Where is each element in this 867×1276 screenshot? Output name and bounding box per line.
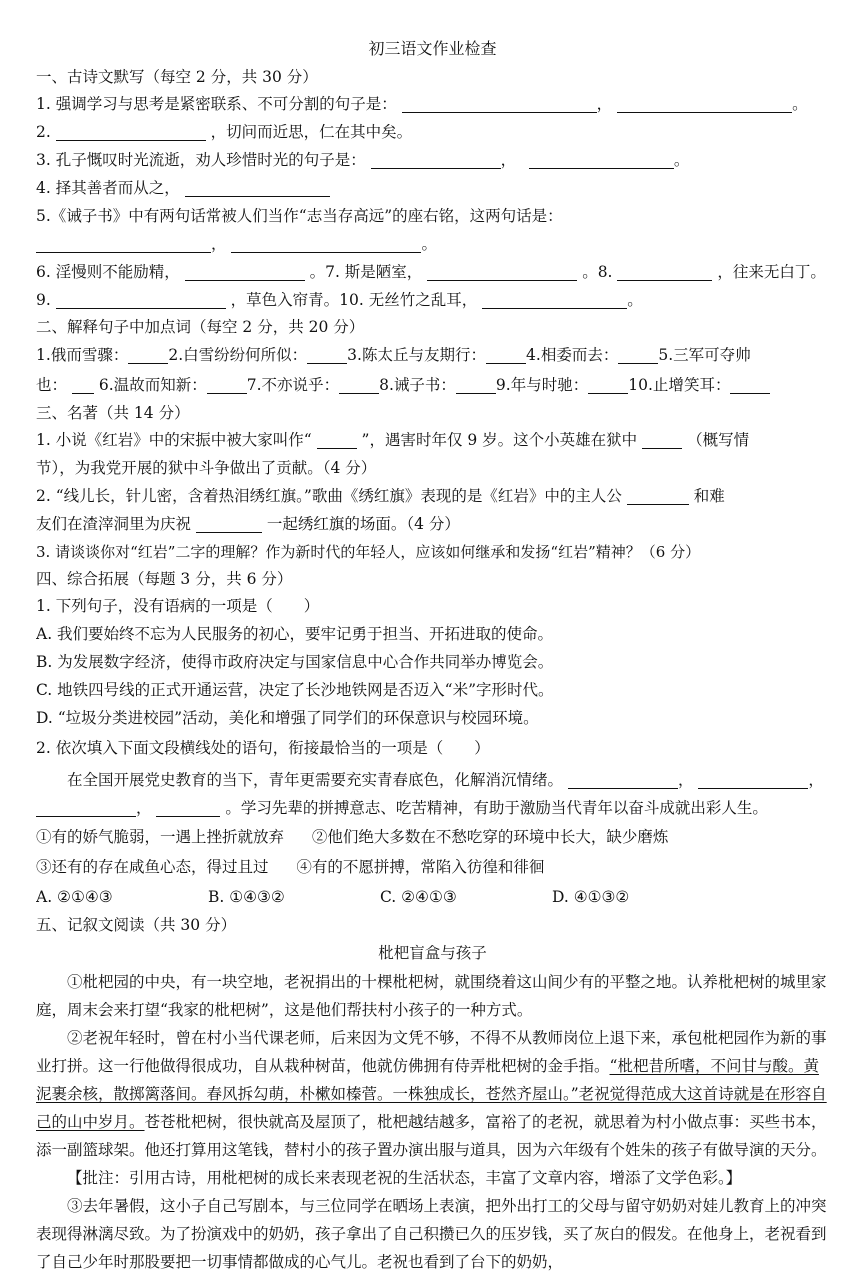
vocab-item: [347, 346, 486, 364]
vocab-n: 9.: [495, 376, 511, 394]
s2-row-2: [36, 370, 829, 400]
answer-blank[interactable]: [128, 345, 168, 364]
s4-q2: 2. 依次填入下面文段横线处的语句，衔接最恰当的一项是（ ）: [36, 739, 490, 757]
dotted-word: 委: [556, 340, 572, 370]
answer-blank[interactable]: [730, 375, 770, 394]
answer-blank[interactable]: [402, 94, 597, 113]
vocab-post: 行：: [455, 346, 487, 364]
vocab-pre: 止增: [652, 376, 684, 394]
s3-q1-cont: 节），为我党开展的狱中斗争做出了贡献。（4 分）: [36, 459, 377, 477]
vocab-post: ：: [440, 376, 456, 394]
option-A: A. 我们要始终不忘为人民服务的初心，要牢记勇于担当、开拓进取的使命。: [36, 625, 554, 643]
reading-paragraph-2: [36, 1024, 829, 1164]
section-3-heading: 三、名著（共 14 分）: [36, 404, 190, 422]
answer-blank[interactable]: [588, 375, 628, 394]
annotation-note: 【批注：引用古诗，用枇杷树的成长来表现老祝的生活状态，丰富了文章内容，增添了文学色彩。】: [67, 1169, 742, 1187]
s1-q2: [36, 118, 829, 146]
p2-underlined-quote: “枇杷昔所嗜，不问甘与酸。黄泥裹余核，散掷篱落间。春风拆勾萌，朴樕如榛菅。一株独成长，苍然齐屋山。”老祝觉得范成大这首诗就是在形容自己的山中岁月。: [36, 1057, 827, 1131]
dotted-word: 驰: [557, 370, 573, 400]
answer-blank[interactable]: [36, 798, 136, 817]
answer-blank[interactable]: [231, 234, 421, 253]
s4-items-1: [36, 822, 829, 852]
answer-blank[interactable]: [371, 150, 501, 169]
answer-blank[interactable]: [185, 178, 330, 197]
s1-q2-num: 2.: [36, 123, 51, 141]
vocab-n: 7.: [246, 376, 262, 394]
vocab-item: [628, 376, 730, 394]
s3-q2-c: 友们在渣滓洞里为庆祝: [36, 515, 192, 533]
vocab-pre: 不亦: [261, 376, 293, 394]
vocab-item: [658, 346, 750, 364]
vocab-pre: 诫子: [393, 376, 425, 394]
vocab-pre: 相: [540, 346, 557, 364]
answer-blank[interactable]: [456, 375, 496, 394]
vocab-post: 乎：: [308, 376, 340, 394]
s1-q5-blanks: ， 。: [36, 230, 829, 258]
dotted-word: 说: [293, 370, 309, 400]
answer-blank[interactable]: [36, 234, 211, 253]
p2-text-b: 苍苍枇杷树，很快就高及屋顶了，枇杷越结越多，富裕了的老祝，就思着为村小做点事：买些书本，添一副篮球架。他还打算用这笔钱，替村小的孩子置办演出服与道具，因为六年级有个姓朱的孩子有做导演的天分。: [36, 1113, 827, 1159]
vocab-pre: 年与时: [510, 376, 558, 394]
dotted-word: 新: [176, 370, 192, 400]
vocab-post: 耳：: [699, 376, 731, 394]
option-B: B. 为发展数字经济，使得市政府决定与国家信息中心合作共同举办博览会。: [36, 653, 554, 671]
s1-q9-text: ，草色入帘青。10. 无丝竹之乱耳，: [230, 291, 478, 309]
s1-q9-num: 9.: [36, 291, 51, 309]
s1-q7-text: 。7. 斯是陋室，: [309, 263, 423, 281]
s2-row2-start: 也：: [36, 376, 68, 394]
answer-blank[interactable]: [627, 486, 689, 505]
option-C: C. 地铁四号线的正式开通运营，决定了长沙地铁网是否迈入“米”字形时代。: [36, 681, 554, 699]
s3-q2-a: 2. “线儿长，针儿密，含着热泪绣红旗。”歌曲《绣红旗》表现的是《红岩》中的主人公: [36, 487, 622, 505]
vocab-n: 10.: [628, 376, 653, 394]
s1-q1: 1. 强调学习与思考是紧密联系、不可分割的句子是： ， 。: [36, 95, 808, 113]
page-title: 初三语文作业检查: [368, 39, 497, 58]
answer-blank[interactable]: [56, 290, 226, 309]
answer-choice-A: A. ②①④③: [36, 888, 113, 906]
s4-q2-passage-text-2: 。学习先辈的拼搏意志、吃苦精神，有助于激励当代青年以奋斗成就出彩人生。: [225, 799, 768, 817]
s3-q2-d: 一起绣红旗的场面。（4 分）: [266, 515, 460, 533]
answer-blank[interactable]: [317, 430, 357, 449]
section-2-heading: 二、解释句子中加点词（每空 2 分，共 20 分）: [36, 318, 365, 336]
s3-q1-a: 1. 小说《红岩》中的宋振中被大家叫作“: [36, 431, 312, 449]
s4-q2-passage-text: 在全国开展党史教育的当下，青年更需要充实青春底色，化解消沉情绪。: [67, 771, 564, 789]
answer-blank[interactable]: [56, 122, 206, 141]
answer-blank[interactable]: [618, 345, 658, 364]
answer-blank[interactable]: [156, 798, 220, 817]
s1-q1-text: 1. 强调学习与思考是紧密联系、不可分割的句子是：: [36, 95, 397, 113]
s4-q1: 1. 下列句子，没有语病的一项是（ ）: [36, 597, 320, 615]
dotted-word: 书: [425, 370, 441, 400]
vocab-n: 2.: [168, 346, 184, 364]
vocab-post: 而雪骤：: [66, 346, 129, 364]
vocab-post: ：: [572, 376, 589, 394]
s1-q8-text: 。8.: [582, 263, 613, 281]
s4-q2-passage-cont: ， 。学习先辈的拼搏意志、吃苦精神，有助于激励当代青年以奋斗成就出彩人生。: [36, 794, 829, 822]
vocab-n: 6.: [98, 376, 114, 394]
answer-choice-D: D. ④①③②: [552, 888, 630, 906]
section-5-heading: 五、记叙文阅读（共 30 分）: [36, 916, 237, 934]
dotted-word: 何: [245, 340, 261, 370]
section-1-heading: 一、古诗文默写（每空 2 分，共 30 分）: [36, 68, 318, 86]
answer-blank[interactable]: [339, 375, 379, 394]
s4-q2-passage: 在全国开展党史教育的当下，青年更需要充实青春底色，化解消沉情绪。 ， ，: [67, 771, 824, 789]
s4-q1-options: [36, 620, 829, 732]
s3-q1: [36, 426, 829, 454]
vocab-pre: 白雪纷纷: [183, 346, 246, 364]
answer-blank[interactable]: [698, 770, 808, 789]
vocab-n: 3.: [347, 346, 362, 364]
answer-choice-B: B. ①④③②: [208, 888, 285, 906]
s3-q1-b: ”，遇害时年仅 9 岁。这个小英雄在狱中: [361, 431, 638, 449]
answer-blank[interactable]: [617, 94, 792, 113]
s1-q3: 3. 孔子慨叹时光流逝，劝人珍惜时光的句子是： ， 。: [36, 151, 690, 169]
vocab-n: 5.: [658, 346, 674, 364]
s4-item-4: ④有的不愿拼搏，常陷入彷徨和徘徊: [296, 858, 545, 876]
answer-blank[interactable]: [72, 375, 94, 394]
vocab-item: [247, 376, 339, 394]
s1-q2-text: ，切问而近思，仁在其中矣。: [210, 123, 413, 141]
s1-q3-text: 3. 孔子慨叹时光流逝，劝人珍惜时光的句子是：: [36, 151, 366, 169]
reading-title: 枇杷盲盒与孩子: [378, 944, 487, 962]
answer-blank[interactable]: [482, 290, 627, 309]
s3-q2-b: 和难: [693, 487, 725, 505]
answer-blank[interactable]: [196, 514, 262, 533]
option-D: D. “垃圾分类进校园”活动，美化和增强了同学们的环保意识与校园环境。: [36, 709, 539, 727]
s1-q6-8: [36, 258, 829, 286]
answer-blank[interactable]: [642, 430, 682, 449]
vocab-post: 所似：: [260, 346, 308, 364]
s3-q3: 3. 请谈谈你对“红岩”二字的理解？作为新时代的年轻人，应该如何继承和发扬“红岩”精神？（6 分）: [36, 543, 701, 561]
dotted-word: 俄: [51, 340, 67, 370]
vocab-pre: 温故而知: [113, 376, 176, 394]
vocab-post: 而去：: [571, 346, 619, 364]
reading-paragraph-1: ①枇杷园的中央，有一块空地，老祝捐出的十棵枇杷树，就围绕着这山间少有的平整之地。认养枇杷树的城里家庭，周末会来打望“我家的枇杷树”，这是他们帮扶村小孩子的一种方式。: [36, 973, 827, 1019]
s4-item-3: ③还有的存在咸鱼心态，得过且过: [36, 858, 269, 876]
s3-q2-cont: [36, 510, 829, 538]
answer-blank[interactable]: [185, 262, 305, 281]
s3-q1-c: （概写情: [687, 431, 750, 449]
answer-choice-C: C. ②④①③: [380, 888, 457, 906]
s1-q4: [36, 174, 829, 202]
s1-q4-text: 4. 择其善者而从之，: [36, 179, 180, 197]
s4-item-2: ②他们绝大多数在不愁吃穿的环境中长大，缺少磨炼: [311, 828, 669, 846]
vocab-item: [526, 346, 618, 364]
s3-q2: [36, 482, 829, 510]
answer-blank[interactable]: [207, 375, 247, 394]
dotted-word: 笑: [684, 370, 700, 400]
vocab-post: 帅: [735, 346, 751, 364]
vocab-item: [36, 346, 128, 364]
vocab-n: 4.: [526, 346, 541, 364]
s1-q8-post: ，往来无白丁。: [717, 263, 826, 281]
section-4-heading: 四、综合拓展（每题 3 分，共 6 分）: [36, 570, 293, 588]
vocab-n: 8.: [379, 376, 394, 394]
vocab-item: [168, 346, 307, 364]
s4-q2-answers: [36, 882, 829, 912]
s1-q9-10: 9. ，草色入帘青。10. 无丝竹之乱耳， 。: [36, 291, 643, 309]
answer-blank[interactable]: [617, 262, 712, 281]
answer-blank[interactable]: [427, 262, 577, 281]
s2-row-1: [36, 340, 829, 370]
s4-item-1: ①有的娇气脆弱，一遇上挫折就放弃: [36, 828, 285, 846]
answer-blank[interactable]: [529, 150, 674, 169]
s1-q6-text: 6. 淫慢则不能励精，: [36, 263, 180, 281]
answer-blank[interactable]: [568, 770, 678, 789]
reading-paragraph-3: ③去年暑假，这小子自己写剧本，与三位同学在晒场上表演，把外出打工的父母与留守奶奶对娃儿教育上的冲突表现得淋漓尽致。为了扮演戏中的奶奶，孩子拿出了自己积攒已久的压岁钱，买了灰白的假发。在他身上，老祝看到了自己少年时那股要把一切事情都做成的心气儿。老祝也看到了台下的奶奶，: [36, 1197, 827, 1271]
s1-q5: [36, 202, 829, 230]
dotted-word: 夺: [720, 340, 736, 370]
vocab-item: [379, 376, 456, 394]
vocab-pre: 三军可: [673, 346, 720, 364]
vocab-post: ：: [191, 376, 207, 394]
s4-items-2: [36, 852, 829, 882]
dotted-word: 期: [439, 340, 455, 370]
s1-q5-text: 5.《诫子书》中有两句话常被人们当作“志当存高远”的座右铭，这两句话是：: [36, 207, 563, 225]
p2-text-a: ②老祝年轻时，曾在村小当代课老师，后来因为文凭不够，不得不从教师岗位上退下来，承包枇杷园作为新的事业打拼。这一行他做得很成功，自从栽种树苗，他就仿佛拥有侍弄枇杷树的金手指。: [36, 1029, 827, 1075]
vocab-pre: 陈太丘与友: [361, 346, 440, 364]
answer-blank[interactable]: [486, 345, 526, 364]
vocab-item: [99, 376, 207, 394]
vocab-item: [496, 376, 588, 394]
answer-blank[interactable]: [307, 345, 347, 364]
vocab-n: 1.: [36, 346, 51, 364]
